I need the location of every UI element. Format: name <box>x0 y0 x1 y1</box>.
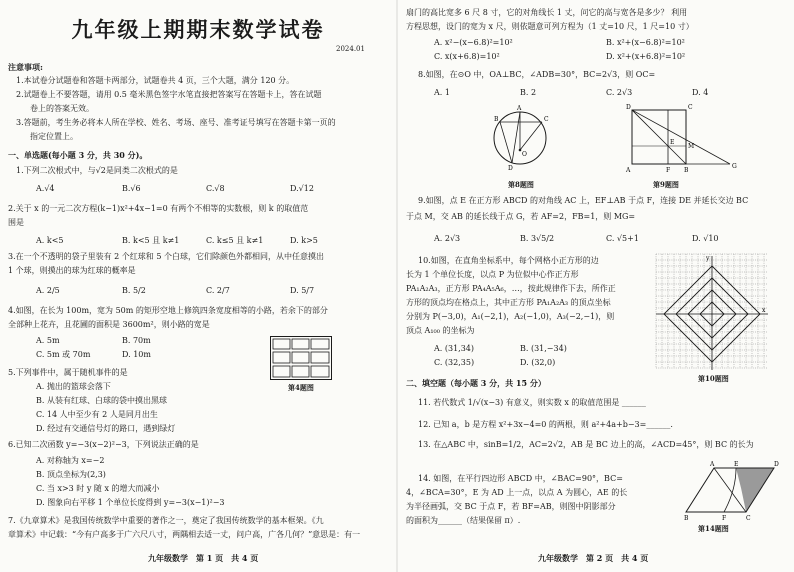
svg-text:C: C <box>544 116 549 123</box>
question-2-cont: 围是 <box>8 218 24 227</box>
note-2: 2.试题卷上不要答题，请用 0.5 毫米黑色签字水笔直接把答案写在答题卡上，答在试题 <box>16 90 322 99</box>
svg-text:A: A <box>710 461 715 468</box>
option-c: C. 2√3 <box>606 88 633 97</box>
option-c: C. 5m 或 70m <box>36 350 91 359</box>
exam-date: 2024.01 <box>336 45 365 53</box>
option-a: A. 对称轴为 x=−2 <box>36 456 105 465</box>
question-10-line-3: PA₁A₂A₃，正方形 PA₄A₅A₆，…，按此规律作下去，所作正 <box>406 284 616 293</box>
question-1: 1.下列二次根式中，与√2是同类二次根式的是 <box>16 166 178 175</box>
question-7: 7.《九章算术》是我国传统数学中重要的著作之一，奠定了我国传统数学的基本框架。《九 <box>8 516 324 525</box>
question-10-line-6: 顶点 A₁₀₀ 的坐标为 <box>406 326 475 335</box>
notice-header: 注意事项: <box>8 62 43 72</box>
option-a: A. 抛出的篮球会落下 <box>36 382 111 391</box>
option-a: A. x²−(x−6.8)²=10² <box>434 38 513 47</box>
option-a: A. 1 <box>434 88 450 97</box>
question-11: 11. 若代数式 1/√(x−3) 有意义，则实数 x 的取值范围是 ______ <box>418 398 646 407</box>
option-c: C. 2/7 <box>206 286 230 295</box>
option-d: D. k>5 <box>290 236 318 245</box>
question-10-line-2: 长为 1 个单位长度，以点 P 为位似中心作正方形 <box>406 270 579 279</box>
svg-text:B: B <box>684 167 689 174</box>
option-b: B. (31,−34) <box>520 344 567 353</box>
svg-text:E: E <box>734 461 739 468</box>
svg-text:y: y <box>706 255 710 262</box>
question-14-line-2: 4，∠BCA=30°，E 为 AD 上一点，以点 A 为圆心，AE 的长 <box>406 488 628 497</box>
question-13: 13. 在△ABC 中，sinB=1/2，AC=2√2，AB 是 BC 边上的高，∠ACD=45°，则 BC 的长为 <box>418 440 754 449</box>
note-3: 3.答题前，考生务必将本人所在学校、姓名、考场、座号、准考证号填写在答题卡第一页的 <box>16 118 336 127</box>
svg-text:B: B <box>684 515 689 522</box>
option-c: C. x(x+6.8)=10² <box>434 52 500 61</box>
option-d: D. (32,0) <box>520 358 556 367</box>
note-2b: 卷上的答案无效。 <box>30 104 94 113</box>
svg-text:A: A <box>626 167 631 174</box>
svg-text:C: C <box>688 104 693 111</box>
option-c: C. 当 x>3 时 y 随 x 的增大而减小 <box>36 484 160 493</box>
option-d: D. 经过有交通信号灯的路口，遇到绿灯 <box>36 424 176 433</box>
figure-8-caption: 第8题图 <box>508 180 534 189</box>
option-b: B. 5/2 <box>122 286 146 295</box>
option-c: C. √5+1 <box>606 234 639 243</box>
question-9-cont: 于点 M，交 AB 的延长线于点 G，若 AF=2，FB=1，则 MG= <box>406 212 636 221</box>
question-10-line-1: 10.如图，在直角坐标系中，每个网格小正方形的边 <box>418 256 599 265</box>
page-1-footer: 九年级数学 第 1 页 共 4 页 <box>148 553 259 563</box>
svg-text:D: D <box>626 104 631 111</box>
option-b: B. 3√5/2 <box>520 234 555 243</box>
question-7-cont-2: 扇门的高比宽多 6 尺 8 寸，它的对角线长 1 丈，问它的高与宽各是多少？ 利用 <box>406 8 688 17</box>
page-2-footer: 九年级数学 第 2 页 共 4 页 <box>538 553 649 563</box>
svg-text:B: B <box>494 116 499 123</box>
svg-text:x: x <box>762 307 766 314</box>
exam-page-1 <box>0 0 396 572</box>
option-b: B.√6 <box>122 184 141 193</box>
option-c: C. (32,35) <box>434 358 475 367</box>
figure-4-caption: 第4题图 <box>288 383 314 392</box>
svg-text:D: D <box>774 461 779 468</box>
option-b: B. 顶点坐标为(2,3) <box>36 470 106 479</box>
exam-page-2 <box>398 0 794 572</box>
option-d: D. 图象向右平移 1 个单位长度得到 y=−3(x−1)²−3 <box>36 498 225 507</box>
option-d: D. √10 <box>692 234 719 243</box>
question-9: 9.如图，点 E 在正方形 ABCD 的对角线 AC 上，EF⊥AB 于点 F，连接 DE 并延长交边 BC <box>418 196 749 205</box>
option-a: A. k<5 <box>36 236 64 245</box>
question-10-line-5: 分别为 P(−3,0)，A₁(−2,1)，A₂(−1,0)，A₃(−2,−1)，则 <box>406 312 615 321</box>
figure-4-paths-grid <box>270 336 332 380</box>
figure-9-square <box>626 104 738 176</box>
question-7-cont-3: 方程思想，设门的宽为 x 尺，则依题意可列方程为（1 丈=10 尺，1 尺=10 寸） <box>406 22 694 31</box>
option-a: A. 2√3 <box>434 234 461 243</box>
svg-text:G: G <box>732 163 737 170</box>
svg-text:O: O <box>522 151 527 158</box>
option-a: A.√4 <box>36 184 55 193</box>
svg-text:M: M <box>688 143 695 150</box>
option-b: B. 2 <box>520 88 537 97</box>
option-a: A. 2/5 <box>36 286 60 295</box>
question-6: 6.已知二次函数 y=−3(x−2)²−3，下列说法正确的是 <box>8 440 199 449</box>
question-4-cont: 全部种上花卉，且花圃的面积是 3600m²，则小路的宽是 <box>8 320 210 329</box>
question-12: 12. 已知 a，b 是方程 x²+3x−4=0 的两根，则 a²+4a+b−3=______. <box>418 420 673 429</box>
option-d: D.√12 <box>290 184 314 193</box>
question-14-line-3: 为半径画弧，交 BC 于点 F，若 BF=AB，则图中阴影部分 <box>406 502 616 511</box>
figure-10-grid <box>656 252 768 370</box>
question-3: 3.在一个不透明的袋子里装有 2 个红球和 5 个白球，它们除颜色外都相同，从中任意摸出 <box>8 252 324 261</box>
svg-text:E: E <box>670 139 675 146</box>
question-2: 2.关于 x 的一元二次方程(k−1)x²+4x−1=0 有两个不相等的实数根，则 k 的取值范 <box>8 204 309 213</box>
question-10-line-4: 方形的顶点均在格点上，其中正方形 PA₁A₂A₃ 的顶点坐标 <box>406 298 611 307</box>
option-d: D. 10m <box>122 350 151 359</box>
figure-10-caption: 第10题图 <box>698 374 729 383</box>
figure-14-parallelogram <box>684 460 780 522</box>
question-14-line-1: 14. 如图，在平行四边形 ABCD 中，∠BAC=90°，BC= <box>418 474 623 483</box>
question-7-cont: 章算术》中记载：“今有户高多于广六尺八寸，两隅相去适一丈，问户高，广各几何？”意思是：有一 <box>8 530 361 539</box>
question-8: 8.如图，在⊙O 中，OA⊥BC，∠ADB=30°，BC=2√3，则 OC= <box>418 70 656 79</box>
question-14-line-4: 的面积为______（结果保留 π）. <box>406 516 521 525</box>
question-3-cont: 1 个球，则摸出的球为红球的概率是 <box>8 266 136 275</box>
option-d: D. 4 <box>692 88 709 97</box>
section-2-heading: 二、填空题（每小题 3 分，共 15 分） <box>406 378 546 388</box>
option-c: C. k≤5 且 k≠1 <box>206 236 264 245</box>
option-a: A. (31,34) <box>434 344 475 353</box>
question-4: 4.如图，在长为 100m，宽为 50m 的矩形空地上修筑四条宽度相等的小路，若余下的部分 <box>8 306 328 315</box>
figure-8-circle <box>490 104 550 172</box>
option-c: C.√8 <box>206 184 225 193</box>
note-3b: 指定位置上。 <box>30 132 78 141</box>
section-1-heading: 一、单选题(每小题 3 分，共 30 分)。 <box>8 150 148 160</box>
option-a: A. 5m <box>36 336 60 345</box>
svg-text:F: F <box>666 167 671 174</box>
question-5: 5.下列事件中，属于随机事件的是 <box>8 368 128 377</box>
option-b: B. 从装有红球、白球的袋中摸出黑球 <box>36 396 167 405</box>
option-c: C. 14 人中至少有 2 人是同月出生 <box>36 410 158 419</box>
note-1: 1.本试卷分试题卷和答题卡两部分，试题卷共 4 页，三个大题，满分 120 分。 <box>16 76 295 85</box>
svg-text:F: F <box>722 515 727 522</box>
option-d: D. 5/7 <box>290 286 315 295</box>
option-b: B. x²+(x−6.8)²=10² <box>606 38 685 47</box>
svg-text:C: C <box>746 515 751 522</box>
exam-title: 九年级上期期末数学试卷 <box>71 17 325 42</box>
option-d: D. x²+(x+6.8)²=10² <box>606 52 686 61</box>
svg-text:D: D <box>508 165 513 172</box>
figure-14-caption: 第14题图 <box>698 524 729 533</box>
figure-9-caption: 第9题图 <box>653 180 679 189</box>
option-b: B. 70m <box>122 336 151 345</box>
svg-text:A: A <box>517 105 522 112</box>
option-b: B. k<5 且 k≠1 <box>122 236 180 245</box>
